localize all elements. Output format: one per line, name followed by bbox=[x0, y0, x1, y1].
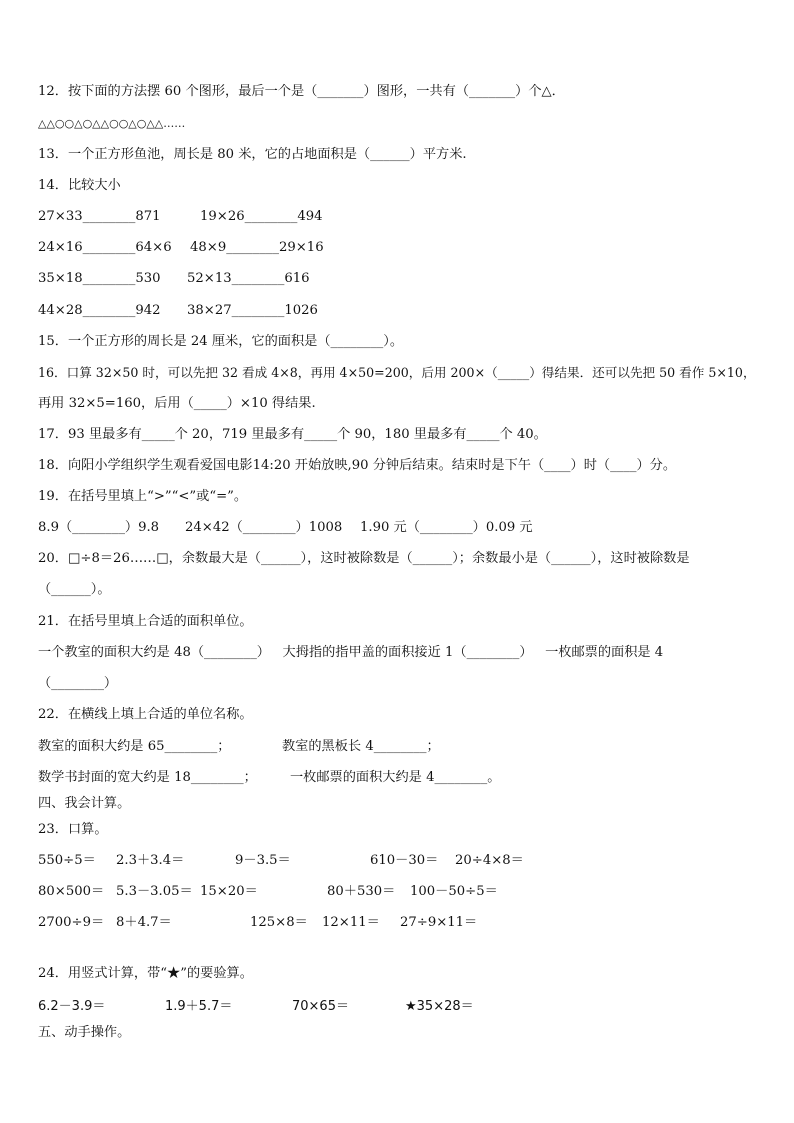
q21-line-1: 一个教室的面积大约是 48（________） 大拇指的指甲盖的面积接近 1（________） 一枚邮票的面积是 4 bbox=[38, 645, 664, 660]
q14-row-4-left: 44×28________942 bbox=[38, 303, 161, 318]
q24-item-2: 1.9＋5.7＝ bbox=[165, 999, 233, 1014]
q22-row-1-left: 教室的面积大约是 65________； bbox=[38, 739, 231, 754]
q23-r3-4: 12×11＝ bbox=[322, 915, 380, 930]
q22-row-2-right: 一枚邮票的面积大约是 4________。 bbox=[290, 770, 501, 785]
q22-row-2-left: 数学书封面的宽大约是 18________； bbox=[38, 770, 257, 785]
q23-r1-1: 550÷5＝ bbox=[38, 853, 96, 868]
question-17: 17．93 里最多有_____个 20，719 里最多有_____个 90，180 里最多有_____个 40。 bbox=[38, 427, 547, 442]
q23-r1-2: 2.3＋3.4＝ bbox=[116, 853, 185, 868]
section-4-heading: 四、我会计算。 bbox=[38, 796, 131, 811]
q22-row-1-right: 教室的黑板长 4________； bbox=[282, 739, 440, 754]
q23-r1-4: 610－30＝ bbox=[370, 853, 439, 868]
question-13: 13．一个正方形鱼池，周长是 80 米，它的占地面积是（______）平方米. bbox=[38, 147, 467, 162]
q24-title: 24．用竖式计算，带“★”的要验算。 bbox=[38, 966, 253, 981]
q23-r2-3: 15×20＝ bbox=[200, 884, 258, 899]
q12-text: 12．按下面的方法摆 60 个图形，最后一个是（_______）图形，一共有（_______）个△． bbox=[38, 84, 565, 99]
q23-r1-3: 9－3.5＝ bbox=[235, 853, 291, 868]
q23-title: 23．口算。 bbox=[38, 822, 108, 837]
q20-line-2: （______）。 bbox=[38, 582, 111, 597]
section-5-heading: 五、动手操作。 bbox=[38, 1025, 131, 1040]
q19-item-1: 8.9（________）9.8 bbox=[38, 520, 160, 535]
q23-r3-3: 125×8＝ bbox=[250, 915, 308, 930]
question-18: 18．向阳小学组织学生观看爱国电影14:20 开始放映,90 分钟后结束。结束时是下午（____）时（____）分。 bbox=[38, 458, 677, 473]
q23-r3-1: 2700÷9＝ bbox=[38, 915, 105, 930]
q19-item-2: 24×42（________）1008 bbox=[185, 520, 343, 535]
q12-pattern: △△○○△○△△○○△○△△…… bbox=[38, 117, 186, 130]
q21-title: 21．在括号里填上合适的面积单位。 bbox=[38, 614, 253, 629]
q16-line-1: 16．口算 32×50 时，可以先把 32 看成 4×8，再用 4×50=200，后用 200×（_____）得结果．还可以先把 50 看作 5×10， bbox=[38, 365, 756, 380]
q23-r2-1: 80×500＝ bbox=[38, 884, 105, 899]
q14-row-3-right: 52×13________616 bbox=[187, 271, 310, 286]
q22-title: 22．在横线上填上合适的单位名称。 bbox=[38, 707, 253, 722]
q23-r3-2: 8＋4.7＝ bbox=[116, 915, 172, 930]
q23-r2-2: 5.3－3.05＝ bbox=[116, 884, 193, 899]
q21-line-2: （________） bbox=[38, 676, 118, 691]
q19-title: 19．在括号里填上“>”“<”或“=”。 bbox=[38, 489, 248, 504]
q14-row-4-right: 38×27________1026 bbox=[187, 303, 318, 318]
q24-item-1: 6.2－3.9＝ bbox=[38, 999, 106, 1014]
q20-line-1: 20．□÷8＝26……□，余数最大是（______），这时被除数是（______）；余数最小是（______），这时被除数是 bbox=[38, 551, 690, 566]
q14-row-3-left: 35×18________530 bbox=[38, 271, 161, 286]
q14-row-1-left: 27×33________871 bbox=[38, 209, 161, 224]
q24-item-4: ★35×28＝ bbox=[405, 999, 474, 1014]
q23-r1-5: 20÷4×8＝ bbox=[455, 853, 524, 868]
q23-r2-4: 80＋530＝ bbox=[327, 884, 396, 899]
q14-row-2-left: 24×16________64×6 bbox=[38, 240, 172, 255]
q24-item-3: 70×65＝ bbox=[292, 999, 349, 1014]
question-15: 15．一个正方形的周长是 24 厘米，它的面积是（________）。 bbox=[38, 334, 404, 349]
q23-r3-5: 27÷9×11＝ bbox=[400, 915, 478, 930]
q19-item-3: 1.90 元（________）0.09 元 bbox=[360, 520, 533, 535]
q16-line-2: 再用 32×5=160，后用（_____）×10 得结果. bbox=[38, 396, 316, 411]
q14-row-2-right: 48×9________29×16 bbox=[190, 240, 324, 255]
q14-title: 14．比较大小 bbox=[38, 178, 121, 193]
q23-r2-5: 100－50÷5＝ bbox=[410, 884, 498, 899]
q14-row-1-right: 19×26________494 bbox=[200, 209, 323, 224]
